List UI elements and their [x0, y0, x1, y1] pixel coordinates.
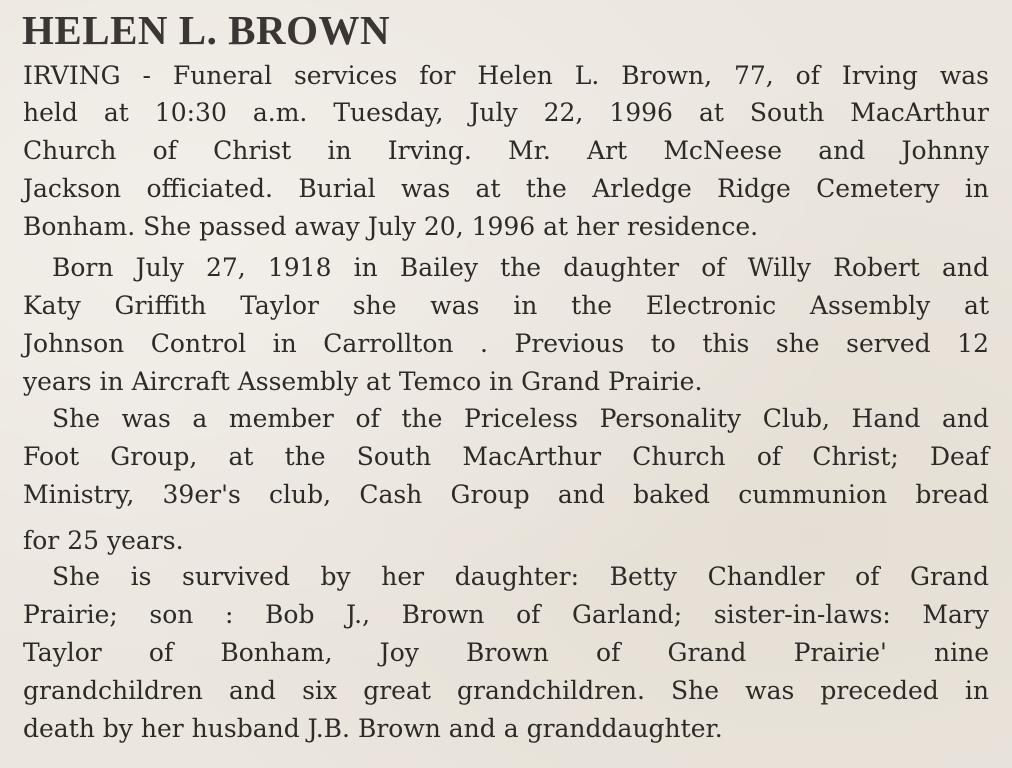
paragraph-2-line-3: Johnson Control in Carrollton . Previous to this she served 12 — [23, 329, 989, 358]
paragraph-2-line-4: years in Aircraft Assembly at Temco in Grand Prairie. — [23, 367, 703, 396]
paragraph-1-line-1: IRVING - Funeral services for Helen L. Brown, 77, of Irving was — [23, 61, 989, 90]
paragraph-4-line-4: grandchildren and six great grandchildren. She was preceded in — [23, 676, 989, 705]
paragraph-1-line-5: Bonham. She passed away July 20, 1996 at her residence. — [23, 212, 759, 241]
paragraph-4-line-5: death by her husband J.B. Brown and a granddaughter. — [23, 714, 723, 743]
paragraph-4-line-3: Taylor of Bonham, Joy Brown of Grand Prairie' nine — [23, 638, 989, 667]
paragraph-2-line-2: Katy Griffith Taylor she was in the Electronic Assembly at — [23, 291, 989, 320]
paragraph-3-line-2: Foot Group, at the South MacArthur Church of Christ; Deaf — [23, 442, 989, 471]
paragraph-3-line-3: Ministry, 39er's club, Cash Group and baked cummunion bread — [23, 480, 989, 509]
paragraph-4-line-1: She is survived by her daughter: Betty Chandler of Grand — [52, 562, 989, 591]
paragraph-1-line-2: held at 10:30 a.m. Tuesday, July 22, 1996 at South MacArthur — [23, 98, 989, 127]
paragraph-4-line-2: Prairie; son : Bob J., Brown of Garland; sister-in-laws: Mary — [23, 600, 989, 629]
paragraph-3-line-1: She was a member of the Priceless Personality Club, Hand and — [52, 404, 989, 433]
paragraph-1-line-4: Jackson officiated. Burial was at the Arledge Ridge Cemetery in — [23, 174, 989, 203]
paragraph-2-line-1: Born July 27, 1918 in Bailey the daughter of Willy Robert and — [52, 253, 989, 282]
paragraph-3-line-4: for 25 years. — [23, 526, 184, 555]
obituary-headline: HELEN L. BROWN — [22, 7, 391, 53]
paragraph-1-line-3: Church of Christ in Irving. Mr. Art McNeese and Johnny — [23, 136, 989, 165]
